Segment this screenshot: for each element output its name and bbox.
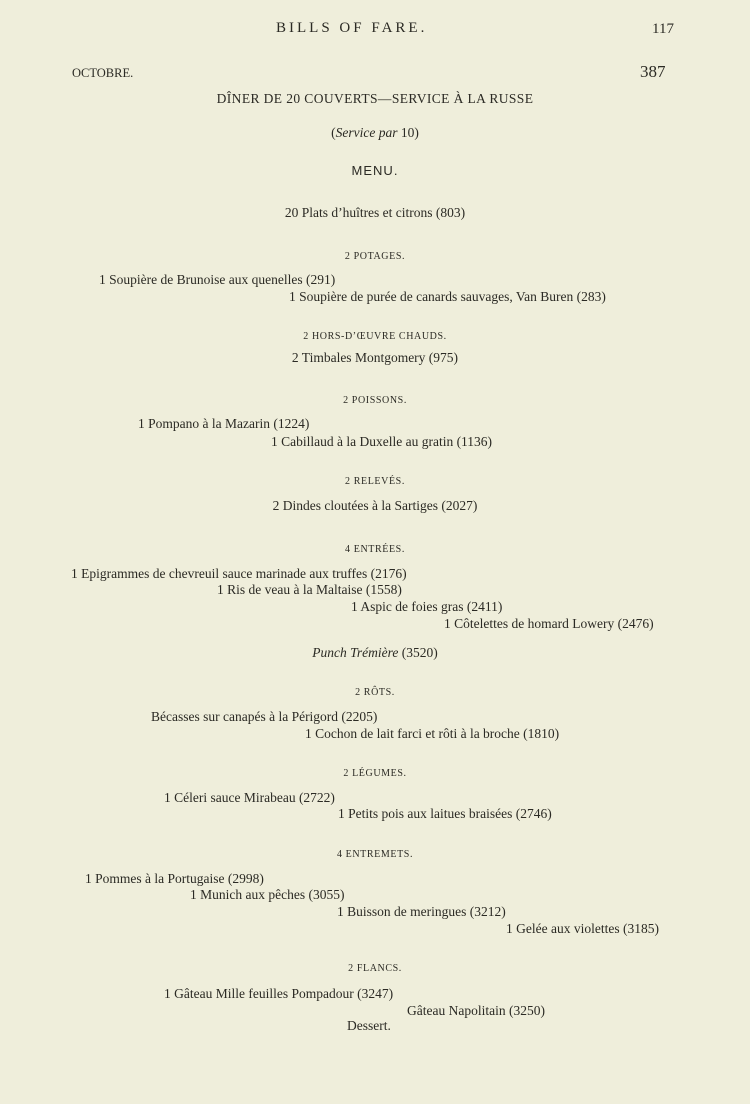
- oysters-item: 20 Plats d’huîtres et citrons (803): [284, 205, 466, 220]
- menu-heading: MENU.: [351, 163, 399, 178]
- section-heading-releves: 2 RELEVÉS.: [345, 476, 405, 487]
- punch-item: [0, 645, 750, 661]
- dessert-item: Dessert.: [347, 1018, 391, 1033]
- punch-number: (3520): [401, 645, 438, 660]
- section-heading-flancs: 2 FLANCS.: [348, 963, 402, 974]
- punch-name: Punch Trémière: [312, 645, 399, 660]
- menu-item: 1 Munich aux pêches (3055): [190, 887, 345, 902]
- running-title: BILLS OF FARE.: [276, 20, 428, 36]
- section-heading-entrees: 4 ENTRÉES.: [345, 544, 405, 555]
- menu-item: 2 Timbales Montgomery (975): [291, 350, 459, 365]
- menu-item: 1 Gâteau Mille feuilles Pompadour (3247): [164, 986, 394, 1001]
- dinner-title: DÎNER DE 20 COUVERTS—SERVICE À LA RUSSE: [216, 91, 534, 106]
- menu-item: 1 Côtelettes de homard Lowery (2476): [444, 616, 654, 631]
- page-number: 117: [652, 21, 674, 37]
- menu-item: 1 Gelée aux violettes (3185): [506, 921, 659, 936]
- section-heading-legumes: 2 LÉGUMES.: [343, 768, 407, 779]
- menu-number: 387: [640, 62, 666, 81]
- menu-item: 1 Soupière de purée de canards sauvages, Van Buren (283): [289, 289, 606, 304]
- section-heading-poissons: 2 POISSONS.: [343, 395, 407, 406]
- section-heading-potages: 2 POTAGES.: [344, 251, 406, 262]
- service-label: Service par: [335, 125, 398, 140]
- menu-item: 2 Dindes cloutées à la Sartiges (2027): [272, 498, 478, 513]
- menu-item: 1 Céleri sauce Mirabeau (2722): [164, 790, 335, 805]
- menu-item: 1 Buisson de meringues (3212): [337, 904, 506, 919]
- section-heading-hors-doeuvre: 2 HORS-D’ŒUVRE CHAUDS.: [303, 331, 447, 342]
- section-heading-rots: 2 RÔTS.: [355, 687, 395, 698]
- month-label: OCTOBRE.: [72, 66, 134, 80]
- menu-item: 1 Aspic de foies gras (2411): [351, 599, 503, 614]
- menu-item: Bécasses sur canapés à la Périgord (2205): [151, 709, 378, 724]
- menu-item: 1 Cochon de lait farci et rôti à la broche (1810): [305, 726, 560, 741]
- menu-item: Gâteau Napolitain (3250): [407, 1003, 545, 1018]
- section-heading-entremets: 4 ENTREMETS.: [336, 849, 414, 860]
- service-note: (Service par 10): [331, 125, 419, 140]
- menu-item: 1 Epigrammes de chevreuil sauce marinade aux truffes (2176): [71, 566, 407, 581]
- menu-item: 1 Petits pois aux laitues braisées (2746): [338, 806, 552, 821]
- menu-item: 1 Pommes à la Portugaise (2998): [85, 871, 264, 886]
- menu-item: 1 Cabillaud à la Duxelle au gratin (1136): [271, 434, 493, 449]
- menu-item: 1 Ris de veau à la Maltaise (1558): [217, 582, 402, 597]
- service-number: 10: [400, 125, 415, 140]
- menu-item: 1 Pompano à la Mazarin (1224): [138, 416, 310, 431]
- menu-item: 1 Soupière de Brunoise aux quenelles (291): [99, 272, 336, 287]
